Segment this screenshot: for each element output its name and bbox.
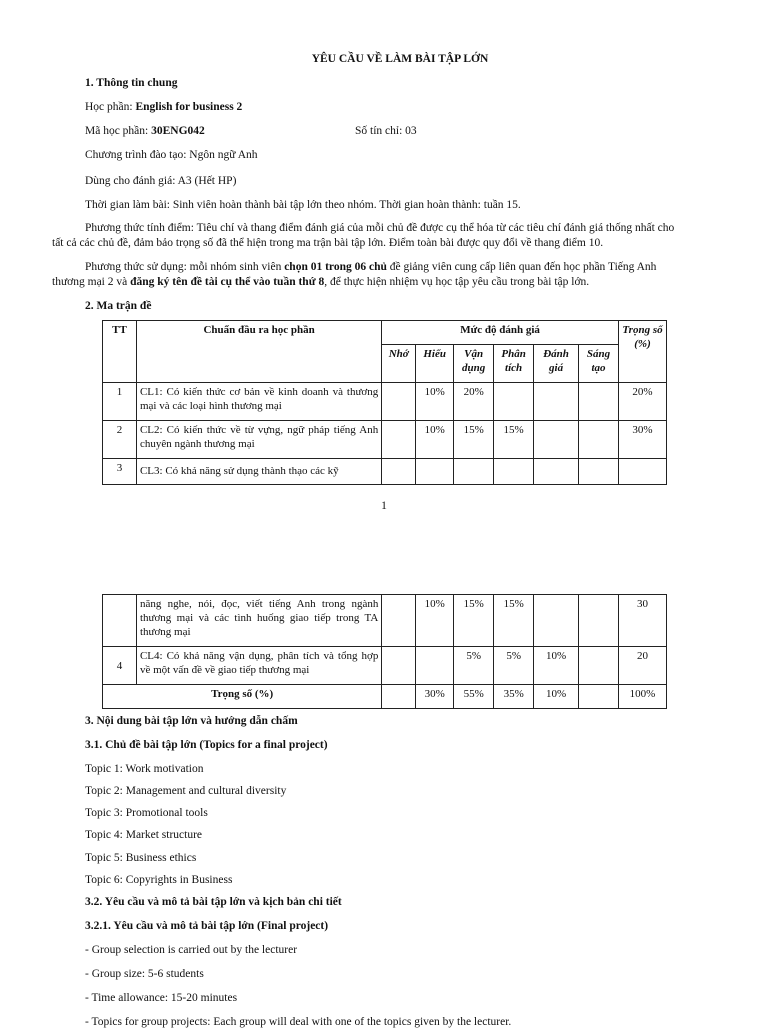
course-line: [85, 100, 242, 114]
header-level-apply: Vận dụng: [454, 345, 494, 383]
row-weight: 20: [618, 647, 666, 685]
course-value: English for business 2: [135, 101, 243, 113]
row-cell: 5%: [494, 647, 534, 685]
header-level: Mức độ đánh giá: [382, 321, 619, 345]
assessment: Dùng cho đánh giá: A3 (Hết HP): [85, 175, 237, 187]
list-item: Topic 2: Management and cultural diversity: [85, 785, 287, 797]
row-tt: 1: [103, 383, 137, 421]
row-cell: [416, 459, 454, 485]
section-3-heading: 3. Nội dung bài tập lớn và hướng dẫn chấm: [85, 715, 298, 727]
matrix-table-page-2: [102, 594, 667, 709]
total-label: Trọng số (%): [103, 685, 382, 709]
row-cell: 10%: [416, 595, 454, 647]
section-3-2-heading: 3.2. Yêu cầu và mô tả bài tập lớn và kịch bản chi tiết: [85, 896, 342, 908]
row-outcome: CL4: Có khả năng vận dụng, phân tích và tổng hợp về một vấn đề về giao tiếp thương mại: [136, 647, 381, 685]
row-cell: [579, 459, 619, 485]
usage-text-f: , để thực hiện nhiệm vụ học tập yêu cầu trong bài tập lớn.: [324, 276, 590, 288]
total-cell: 30%: [416, 685, 454, 709]
row-cell: 15%: [494, 595, 534, 647]
row-cell: [494, 459, 534, 485]
row-cell: 15%: [454, 421, 494, 459]
usage-text-a: Phương thức sử dụng: mỗi nhóm sinh viên: [85, 261, 285, 273]
row-cell: [454, 459, 494, 485]
row-outcome: CL3: Có khả năng sử dụng thành thạo các kỹ: [136, 459, 381, 485]
row-tt: 4: [103, 647, 137, 685]
list-item: Topic 5: Business ethics: [85, 852, 197, 864]
section-1-heading: 1. Thông tin chung: [85, 77, 178, 89]
usage-text-b: chọn 01 trong 06 chủ: [284, 261, 387, 273]
row-outcome: năng nghe, nói, đọc, viết tiếng Anh trong ngành thương mại và các tình huống giao tiếp trong TA thương mại: [136, 595, 381, 647]
time-allowance: Thời gian làm bài: Sinh viên hoàn thành bài tập lớn theo nhóm. Thời gian hoàn thành: tuần 15.: [85, 199, 521, 211]
list-item: Topic 3: Promotional tools: [85, 807, 208, 819]
row-cell: [382, 459, 416, 485]
section-3-2-1-heading: 3.2.1. Yêu cầu và mô tả bài tập lớn (Final project): [85, 920, 329, 932]
header-level-remember: Nhớ: [382, 345, 416, 383]
row-cell: [534, 421, 579, 459]
header-level-evaluate: Đánh giá: [534, 345, 579, 383]
page-number: 1: [381, 500, 387, 512]
document-title: YÊU CẦU VỀ LÀM BÀI TẬP LỚN: [311, 53, 489, 65]
list-item: - Group selection is carried out by the lecturer: [85, 944, 298, 956]
list-item: Topic 1: Work motivation: [85, 763, 204, 775]
header-weight: Trọng số (%): [619, 321, 667, 383]
header-level-create: Sáng tạo: [579, 345, 619, 383]
row-cell: [579, 647, 619, 685]
row-cell: 15%: [454, 595, 494, 647]
row-tt: [103, 595, 137, 647]
matrix-table-page-1: [102, 320, 667, 485]
scoring-line-1: Phương thức tính điểm: Tiêu chí và thang điểm đánh giá của mỗi chủ đề được cụ thể hóa từ các tiêu chí đánh giá thống nhất cho: [85, 222, 675, 234]
row-cell: [579, 383, 619, 421]
row-cell: [382, 383, 416, 421]
row-weight: 30: [618, 595, 666, 647]
header-tt: TT: [103, 321, 137, 383]
row-cell: 10%: [534, 647, 579, 685]
table-row: [103, 647, 667, 685]
table-row: [103, 595, 667, 647]
header-outcome: Chuẩn đầu ra học phần: [136, 321, 381, 383]
total-cell: 35%: [494, 685, 534, 709]
course-label: Học phần:: [85, 101, 136, 113]
usage-line-1: [85, 260, 656, 274]
row-weight: 30%: [619, 421, 667, 459]
total-cell: 55%: [454, 685, 494, 709]
credits: Số tín chỉ: 03: [355, 125, 417, 137]
section-2-heading: 2. Ma trận đề: [85, 300, 152, 312]
total-weight: 100%: [618, 685, 666, 709]
row-cell: 5%: [454, 647, 494, 685]
course-code-value: 30ENG042: [151, 125, 205, 137]
table-row: [103, 383, 667, 421]
list-item: - Time allowance: 15-20 minutes: [85, 992, 238, 1004]
row-cell: [579, 595, 619, 647]
usage-line-2: [52, 275, 589, 289]
program: Chương trình đào tạo: Ngôn ngữ Anh: [85, 149, 258, 161]
row-cell: [579, 421, 619, 459]
row-cell: [416, 647, 454, 685]
table-row: [103, 459, 667, 485]
course-code-line: [85, 124, 205, 138]
usage-text-c: đề giảng viên cung cấp liên quan đến học phần Tiếng Anh: [386, 261, 657, 273]
row-cell: 20%: [454, 383, 494, 421]
scoring-line-2: tất cả các chủ đề, đảm bảo trọng số đã thể hiện trong ma trận bài tập lớn. Điểm toàn bài được quy đổi về thang điểm 10.: [52, 237, 604, 249]
row-tt: 2: [103, 421, 137, 459]
header-level-analyze: Phân tích: [494, 345, 534, 383]
table-row: [103, 421, 667, 459]
section-3-1-heading: 3.1. Chủ đề bài tập lớn (Topics for a final project): [85, 739, 328, 751]
usage-text-d: thương mại 2 và: [52, 276, 131, 288]
list-item: Topic 6: Copyrights in Business: [85, 874, 233, 886]
total-cell: [579, 685, 619, 709]
header-level-understand: Hiểu: [416, 345, 454, 383]
row-outcome: CL2: Có kiến thức về từ vựng, ngữ pháp tiếng Anh chuyên ngành thương mại: [136, 421, 381, 459]
row-cell: [382, 647, 416, 685]
row-weight: [619, 459, 667, 485]
list-item: - Group size: 5-6 students: [85, 968, 204, 980]
row-cell: [534, 459, 579, 485]
row-cell: 10%: [416, 421, 454, 459]
row-cell: 10%: [416, 383, 454, 421]
row-cell: [494, 383, 534, 421]
total-cell: 10%: [534, 685, 579, 709]
row-cell: [534, 595, 579, 647]
row-weight: 20%: [619, 383, 667, 421]
usage-text-e: đăng ký tên đề tài cụ thể vào tuần thứ 8: [130, 276, 325, 288]
row-outcome: CL1: Có kiến thức cơ bản về kinh doanh và thương mại và các loại hình thương mại: [136, 383, 381, 421]
list-item: - Topics for group projects: Each group will deal with one of the topics given by the lecturer.: [85, 1016, 512, 1028]
row-cell: [534, 383, 579, 421]
course-code-label: Mã học phần:: [85, 125, 152, 137]
row-tt: 3: [103, 459, 137, 485]
row-cell: [382, 595, 416, 647]
row-cell: [382, 421, 416, 459]
total-row: [103, 685, 667, 709]
total-cell: [382, 685, 416, 709]
row-cell: 15%: [494, 421, 534, 459]
list-item: Topic 4: Market structure: [85, 829, 203, 841]
